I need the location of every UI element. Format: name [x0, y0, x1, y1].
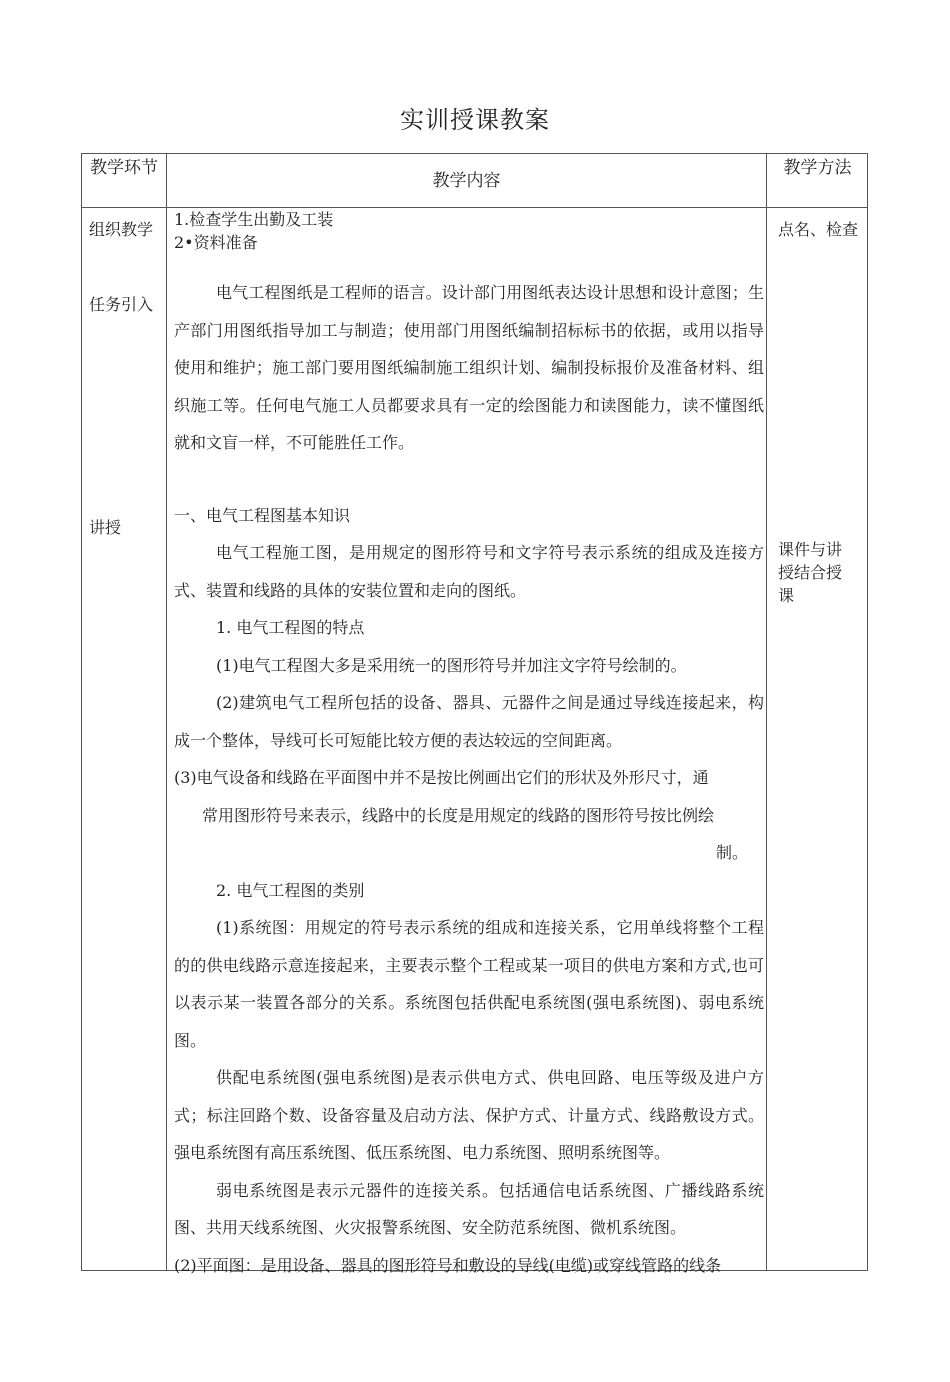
feature-item-3-line3: 制。: [716, 843, 749, 862]
stage-intro: 任务引入: [89, 295, 154, 314]
page-title: 实训授课教案: [400, 106, 550, 134]
types-heading: 2. 电气工程图的类别: [216, 880, 365, 900]
power-system-paragraph: 供配电系统图(强电系统图)是表示供电方式、供电回路、电压等级及进户方式；标注回路个数、设备容量及启动方法、保护方式、计量方式、线路敷设方式。强电系统图有高压系统图、低压系统图、电力系统图、照明系统图等。: [174, 1068, 764, 1162]
feature-item-1: (1)电气工程图大多是采用统一的图形符号并加注文字符号绘制的。: [216, 655, 687, 675]
content-main: [174, 274, 764, 1284]
header-method: 教学方法: [783, 158, 852, 178]
content-organize: [174, 208, 764, 254]
type-item-system: (1)系统图：用规定的符号表示系统的组成和连接关系，它用单线将整个工程的的供电线路示意连接起来，主要表示整个工程或某一项目的供电方案和方式,也可以表示某一装置各部分的关系。系统图包括供配电系统图(强电系统图)、弱电系统图。: [174, 918, 764, 1050]
header-stage: 教学环节: [90, 158, 158, 178]
stage-lecture: 讲授: [89, 518, 122, 537]
section1-paragraph: 电气工程施工图，是用规定的图形符号和文字符号表示系统的组成及连接方式、装置和线路的具体的安装位置和走向的图纸。: [174, 543, 764, 600]
org-item-2: 2•资料准备: [174, 233, 258, 252]
method-organize: 点名、检查: [778, 220, 859, 239]
feature-item-3-line1: (3)电气设备和线路在平面图中并不是按比例画出它们的形状及外形尺寸，通: [174, 768, 709, 787]
weak-system-paragraph: 弱电系统图是表示元器件的连接关系。包括通信电话系统图、广播线路系统图、共用天线系统图、火灾报警系统图、安全防范系统图、微机系统图。: [174, 1180, 764, 1237]
type-item-plan: (2)平面图：是用设备、器具的图形符号和敷设的导线(电缆)或穿线管路的线条: [174, 1255, 722, 1275]
feature-item-3-line2: 常用图形符号来表示，线路中的长度是用规定的线路的图形符号按比例绘: [202, 805, 715, 825]
org-item-1: 1.检查学生出勤及工装: [174, 210, 334, 229]
stage-organize: 组织教学: [89, 220, 154, 239]
column-divider-right: [766, 153, 767, 1271]
method-lecture: 课件与讲授结合授课: [778, 540, 843, 605]
features-heading: 1. 电气工程图的特点: [216, 618, 365, 637]
feature-item-2: (2)建筑电气工程所包括的设备、器具、元器件之间是通过导线连接起来，构成一个整体，导线可长可短能比较方便的表达较远的空间距离。: [174, 693, 764, 750]
section1-heading: 一、电气工程图基本知识: [174, 505, 351, 525]
column-divider-left: [166, 153, 167, 1271]
header-content: 教学内容: [432, 171, 501, 191]
intro-paragraph: 电气工程图纸是工程师的语言。设计部门用图纸表达设计思想和设计意图；生产部门用图纸指导加工与制造；使用部门用图纸编制招标标书的依据，或用以指导使用和维护；施工部门要用图纸编制施工组织计划、编制投标报价及准备材料、组织施工等。任何电气施工人员都要求具有一定的绘图能力和读图能力，读不懂图纸就和文盲一样，不可能胜任工作。: [174, 283, 764, 452]
